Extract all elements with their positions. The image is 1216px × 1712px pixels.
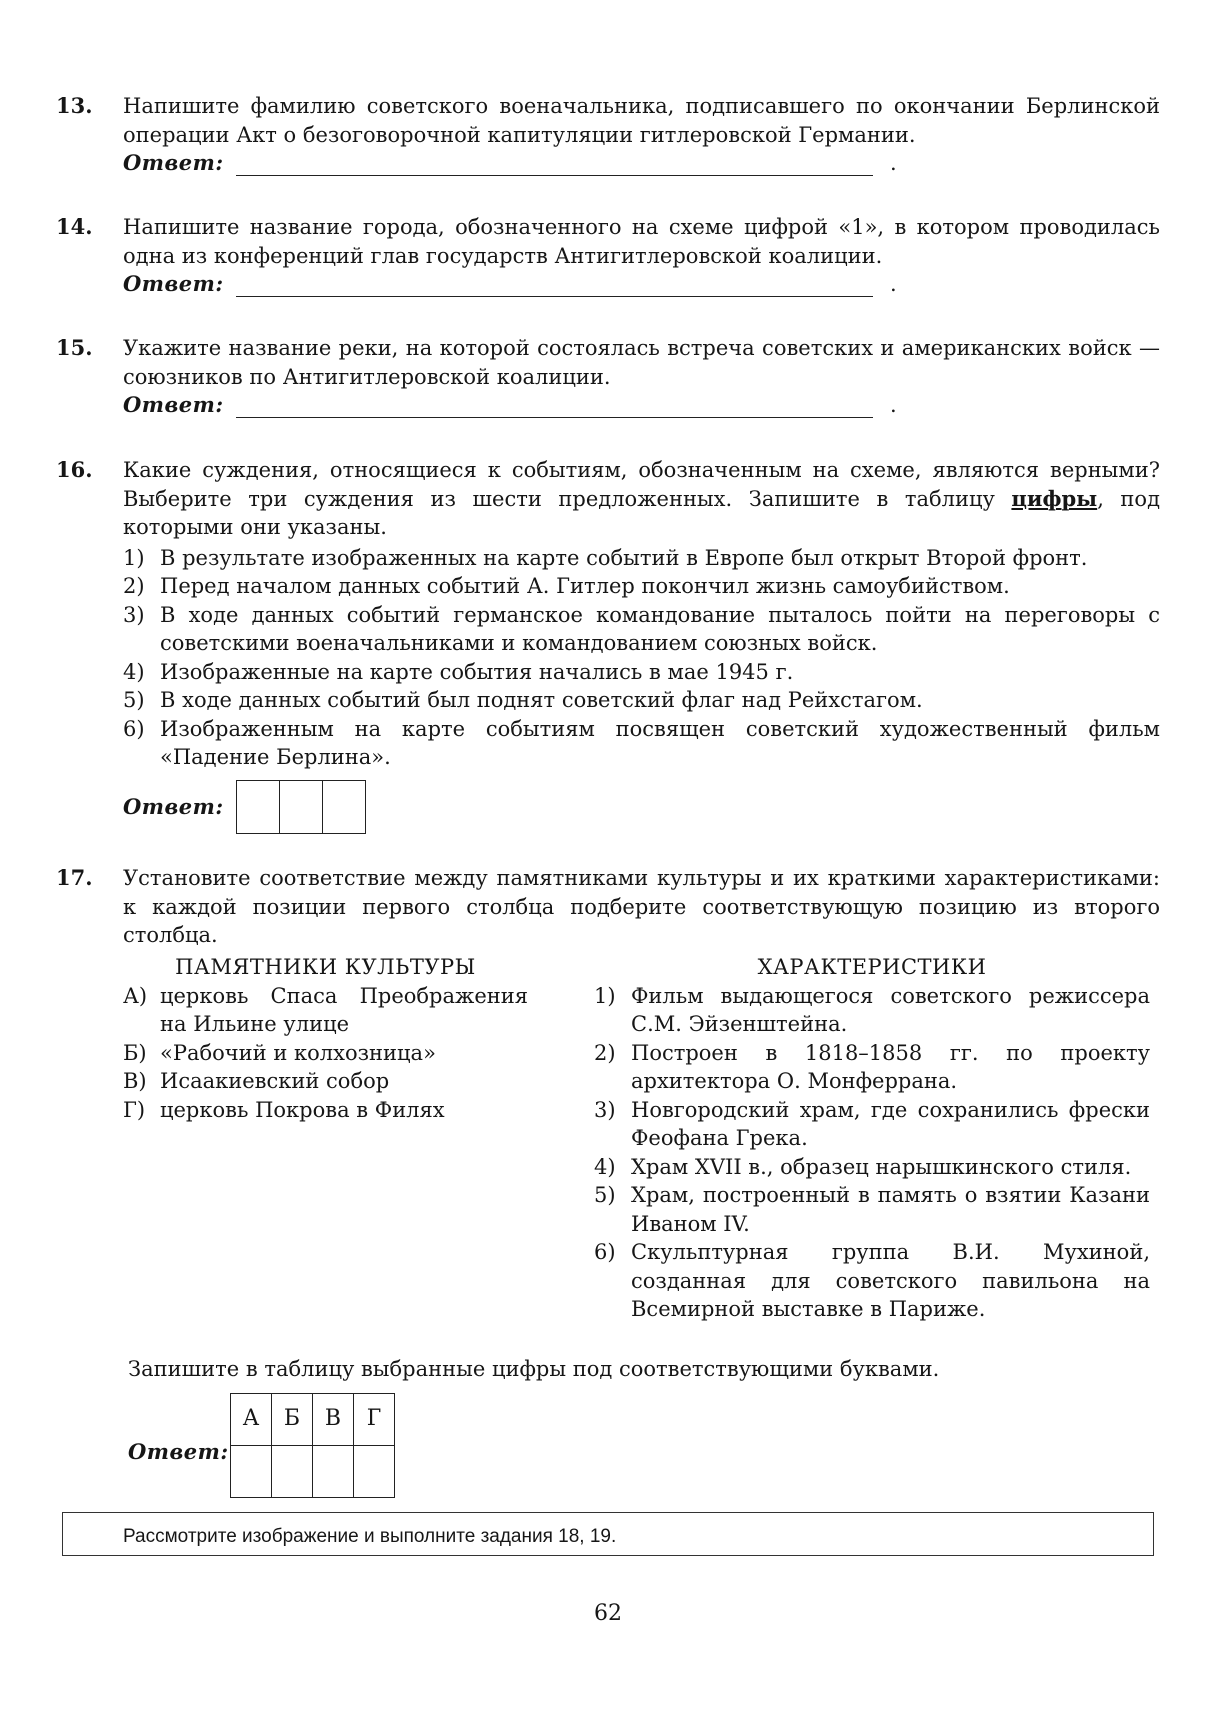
item-text: Новгородский храм, где сохранились фрески Феофана Грека. xyxy=(631,1097,1150,1150)
option-item xyxy=(123,715,1160,772)
answer-cell[interactable] xyxy=(279,781,322,833)
characteristics-list xyxy=(594,982,1150,1324)
option-number: 1) xyxy=(123,545,145,570)
answer-table-header: Г xyxy=(354,1394,395,1446)
period-mark: . xyxy=(890,151,897,175)
answer-cell[interactable] xyxy=(231,1446,272,1498)
emphasized-word: цифры xyxy=(1011,485,1098,511)
options-list xyxy=(123,544,1160,772)
answer-cell[interactable] xyxy=(313,1446,354,1498)
table-instruction: Запишите в таблицу выбранные цифры под соответствующими буквами. xyxy=(128,1357,940,1381)
characteristic-item xyxy=(594,1181,1150,1238)
characteristics-column xyxy=(594,953,1150,1324)
answer-table-input-row xyxy=(231,1446,395,1498)
answer-field[interactable] xyxy=(236,175,873,176)
item-text: церковь Спаса Преображения на Ильине улице xyxy=(160,983,528,1036)
question-text: Напишите фамилию советского военачальника, подписавшего по окончании Берлинской операции Акт о безоговорочной капитуляции гитлеровской Германии. xyxy=(123,94,1160,147)
question-15 xyxy=(50,334,1160,421)
monuments-column xyxy=(123,953,528,1124)
option-item xyxy=(123,686,1160,715)
option-text: В ходе данных событий германское командование пыталось пойти на переговоры с советскими военачальниками и командованием союзных войск. xyxy=(160,602,1160,655)
monument-item xyxy=(123,982,528,1039)
item-number: 1) xyxy=(594,983,616,1008)
answer-table-header-row xyxy=(231,1394,395,1446)
question-number: 13. xyxy=(56,93,93,118)
option-text: Изображенным на карте событиям посвящен советский художественный фильм «Падение Берлина». xyxy=(160,716,1160,769)
option-text: Изображенные на карте события начались в мае 1945 г. xyxy=(160,659,794,684)
answer-field[interactable] xyxy=(236,296,873,297)
item-letter: В) xyxy=(123,1069,147,1093)
option-item xyxy=(123,544,1160,573)
answer-label: Ответ: xyxy=(123,150,224,175)
item-text: Построен в 1818–1858 гг. по проекту архитектора О. Монферрана. xyxy=(631,1040,1150,1093)
period-mark: . xyxy=(890,393,897,417)
item-text: Храм, построенный в память о взятии Казани Иваном IV. xyxy=(631,1183,1150,1236)
answer-cell[interactable] xyxy=(354,1446,395,1498)
question-text-part: , под которыми они указаны. xyxy=(123,486,1161,539)
item-number: 2) xyxy=(594,1040,616,1065)
period-mark: . xyxy=(890,272,897,296)
item-text: Исаакиевский собор xyxy=(160,1069,390,1093)
item-letter: Б) xyxy=(123,1040,147,1065)
monuments-list xyxy=(123,982,528,1125)
answer-row xyxy=(123,149,1160,179)
answer-label: Ответ: xyxy=(123,392,224,417)
answer-table-header: В xyxy=(313,1394,354,1446)
answer-field[interactable] xyxy=(236,417,873,418)
item-number: 4) xyxy=(594,1154,616,1179)
option-text: В ходе данных событий был поднят советский флаг над Рейхстагом. xyxy=(160,688,923,712)
answer-table-header: Б xyxy=(272,1394,313,1446)
answer-cell[interactable] xyxy=(322,781,365,833)
monument-item xyxy=(123,1067,528,1096)
question-14 xyxy=(50,213,1160,300)
answer-label: Ответ: xyxy=(123,271,224,296)
question-text: Напишите название города, обозначенного на схеме цифрой «1», в котором проводилась одна из конференций глав государств Антигитлеровской коалиции. xyxy=(123,215,1160,268)
option-text: В результате изображенных на карте событий в Европе был открыт Второй фронт. xyxy=(160,545,1088,570)
option-number: 5) xyxy=(123,688,145,712)
option-number: 4) xyxy=(123,659,145,684)
question-16 xyxy=(50,456,1160,838)
question-17 xyxy=(50,864,1160,950)
answer-row xyxy=(123,391,1160,421)
item-letter: А) xyxy=(123,983,148,1008)
item-number: 3) xyxy=(594,1097,616,1122)
answer-boxes xyxy=(236,780,366,834)
question-number: 17. xyxy=(56,865,93,890)
characteristic-item xyxy=(594,1096,1150,1153)
option-number: 6) xyxy=(123,716,145,741)
question-text-part: Какие суждения, относящиеся к событиям, обозначенным на схеме, являются верными? Выберите три суждения из шести предложенных. Запишите в таблицу xyxy=(123,458,1160,511)
answer-label: Ответ: xyxy=(128,1439,229,1464)
answer-label: Ответ: xyxy=(123,793,224,819)
question-13 xyxy=(50,92,1160,179)
answer-cell[interactable] xyxy=(237,781,279,833)
question-text: Установите соответствие между памятниками культуры и их краткими характеристиками: к каждой позиции первого столбца подберите соответствующую позицию из второго столбца. xyxy=(123,866,1160,947)
option-item xyxy=(123,572,1160,601)
characteristic-item xyxy=(594,1238,1150,1324)
option-text: Перед началом данных событий А. Гитлер покончил жизнь самоубийством. xyxy=(160,574,1010,598)
item-number: 5) xyxy=(594,1183,616,1207)
answer-table xyxy=(230,1393,395,1498)
characteristic-item xyxy=(594,1153,1150,1182)
option-number: 3) xyxy=(123,602,145,627)
item-text: Храм XVII в., образец нарышкинского стиля. xyxy=(631,1154,1132,1179)
item-text: Скульптурная группа В.И. Мухиной, созданная для советского павильона на Всемирной выставке в Париже. xyxy=(631,1240,1150,1321)
characteristic-item xyxy=(594,1039,1150,1096)
answer-table-header: А xyxy=(231,1394,272,1446)
item-text: Фильм выдающегося советского режиссера С.М. Эйзенштейна. xyxy=(631,983,1150,1036)
monument-item xyxy=(123,1096,528,1125)
item-number: 6) xyxy=(594,1240,616,1264)
option-number: 2) xyxy=(123,574,145,598)
characteristic-item xyxy=(594,982,1150,1039)
option-item xyxy=(123,601,1160,658)
page-number: 62 xyxy=(594,1601,622,1626)
question-number: 15. xyxy=(56,335,93,360)
question-text: Укажите название реки, на которой состоялась встреча советских и американских войск — союзников по Антигитлеровской коалиции. xyxy=(123,336,1160,389)
option-item xyxy=(123,658,1160,687)
column-header: ХАРАКТЕРИСТИКИ xyxy=(757,955,987,979)
item-letter: Г) xyxy=(123,1097,146,1122)
task-notice-box: Рассмотрите изображение и выполните задания 18, 19. xyxy=(62,1512,1154,1556)
question-number: 14. xyxy=(56,214,93,239)
item-text: церковь Покрова в Филях xyxy=(160,1097,445,1122)
item-text: «Рабочий и колхозница» xyxy=(160,1040,436,1065)
question-number: 16. xyxy=(56,457,93,482)
answer-row xyxy=(123,780,1160,838)
column-header: ПАМЯТНИКИ КУЛЬТУРЫ xyxy=(175,955,476,979)
answer-row xyxy=(123,270,1160,300)
monument-item xyxy=(123,1039,528,1068)
question-text xyxy=(123,456,1160,542)
answer-cell[interactable] xyxy=(272,1446,313,1498)
